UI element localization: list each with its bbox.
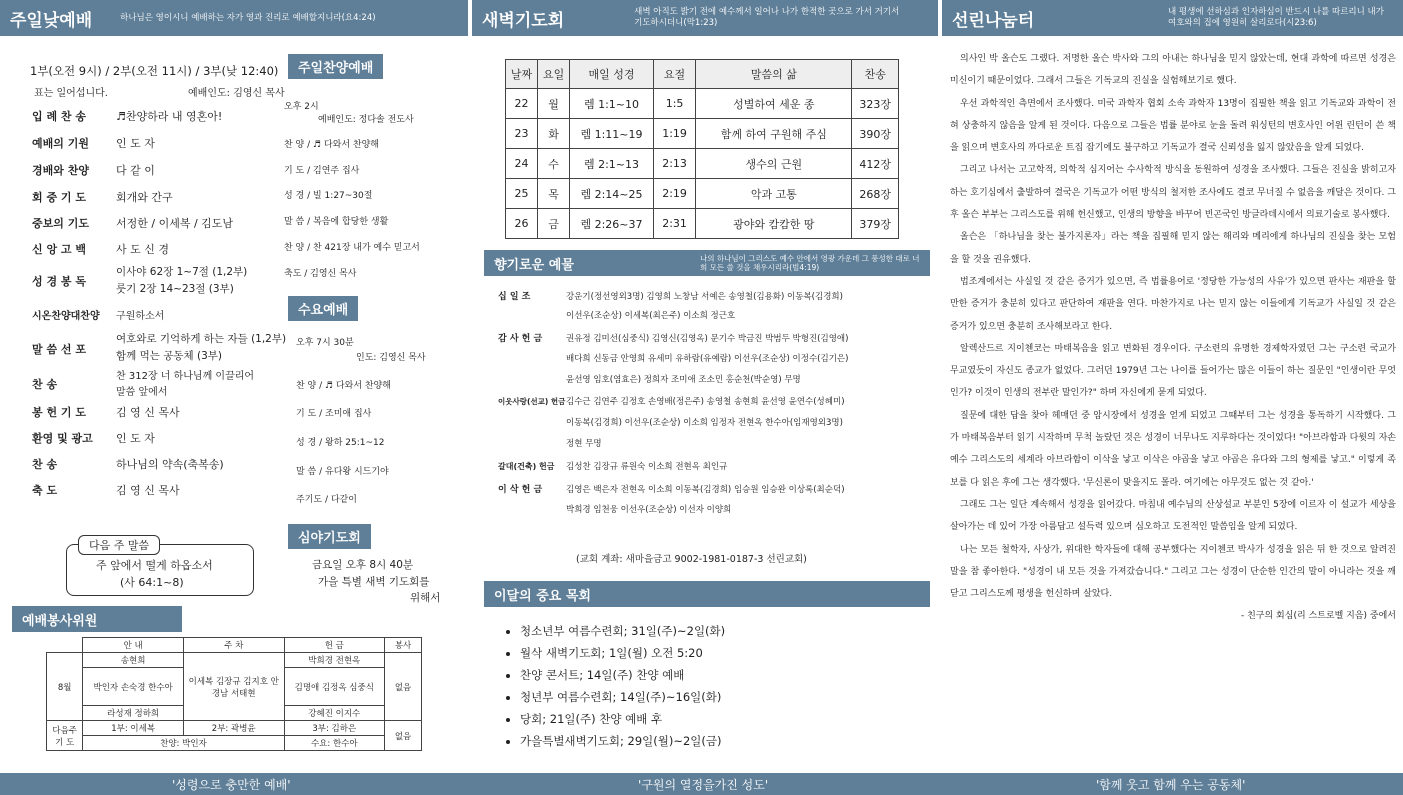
service-committee-table: 안 내 주 차 헌 금 봉사 8월 송현희 이세복 김장규 김지호 안경남 서태현 박희경 전현옥 없음 박인자 손숙경 한수아 김명애 김정옥 심중식 라성재 정하희 강혜진 이지수 다음주 기 도 1부: 이세복 2부: 곽병윤 3부: 김하은 없음 찬양: 박인자 수요: 한수아 <box>46 637 422 751</box>
praise-item: 축도 / 김영신 목사 <box>284 269 357 279</box>
left-header <box>0 0 468 36</box>
paragraph: 우선 과학적인 측면에서 조사했다. 미국 과학자 협회 소속 과학자 13명이 집필한 책을 읽고 기독교와 과학이 전혀 상충하지 않음을 알게 된 것이다. 다음으로 그들은 법률 분야로 눈을 돌려 워싱턴의 변호사인 어윈 린턴이 쓴 책을 읽으며 변호사의 까다로운 트집 잡기에도 불구하고 기독교가 결국 신뢰성을 잃지 않았음을 알게 되었다. <box>950 98 1396 154</box>
paragraph: 나는 모든 철학자, 사상가, 위대한 학자들에 대해 공부했다는 지이첸코 박사가 성경을 읽은 뒤 한 것으로 알려진 말을 참 좋아한다. "성경이 내 모든 것을 가져갔습니다." 그리고 그는 성경이 단순한 인간의 말이 아니라는 것을 깨닫고 그리스도께 평생을 헌신하며 살았다. <box>950 544 1396 600</box>
daily-bible-table: 날짜 요일 매일 성경 요절 말씀의 삶 찬송 22 월 렘 1:1~10 1:5 성별하여 세운 종 323장 23 화 렘 1:11~19 1:19 함께 하여 구원해 주심 390장 24 수 렘 2:1~13 2:13 생수의 근원 412장 25 목 렘 2:14~25 2:19 악과 고통 268장 26 금 렘 2:26~37 2:31 광야와 캄캄한 땅 379장 <box>505 59 899 239</box>
events-list <box>500 620 725 752</box>
next-week-title: 다음 주 말씀 <box>78 535 160 555</box>
order-item: 입 례 찬 송 ♬찬양하라 내 영혼아! <box>32 110 223 123</box>
article <box>950 48 1396 628</box>
paragraph: 질문에 대한 답을 찾아 헤매던 중 암시장에서 성경을 얻게 되었고 그때부터 그는 성경을 통독하기 시작했다. 그가 마태복음부터 읽기 시작하며 무척 놀랐던 것은 성경이 너무나도 지루하다는 것이었다! "아브라함과 다윗의 자손 예수 그리스도의 세계라 아브라함이 이삭을 낳고 이삭은 야곱을 낳고 야곱은 유다와 그의 형제를 낳고." 이렇게 족보를 다 읽은 후에 그는 생각했다. '무신론이 맞을지도 몰라. 여기에는 아무것도 없는 것 같아.' <box>950 410 1396 488</box>
order-item: 찬 송 하나님의 약속(축복송) <box>32 458 224 471</box>
wed-item: 성 경 / 왕하 25:1~12 <box>296 438 385 448</box>
page-title: 주일낮예배 <box>10 10 93 31</box>
bank-account: (교회 계좌: 새마을금고 9002-1981-0187-3 선린교회) <box>576 554 807 565</box>
order-item: 중보의 기도 서정한 / 이세복 / 김도남 <box>32 217 234 230</box>
service-times: 1부(오전 9시) / 2부(오전 11시) / 3부(낮 12:40) <box>30 64 279 78</box>
middle-panel: 새벽기도회 새벽 아직도 밝기 전에 예수께서 일어나 나가 한적한 곳으로 가서 거기서 기도하시더니(막1:23) 날짜 요일 매일 성경 요절 말씀의 삶 찬송 22 월 렘 1:1~10 1:5 성별하여 세운 종 323장 23 화 렘 1:11~19 1:19 함께 하여 구원해 주심 390장 24 수 렘 2:1~13 2:13 생수의 근원 412장 25 목 렘 2:14~25 2:19 악과 고통 268장 26 금 렘 2:26~37 2:31 광야와 캄캄한 땅 379장 향기로운 예물 나의 하나님이 그리스도 예수 안에서 영광 가운데 그 풍성한 대로 너희 모든 쓸 것을 채우시리라(빌4:19) 십 일 조 강운기(정선영외3명) 김영희 노창남 서예은 송영철(김용화) 이동복(김경희) 이선우(조순상) 이세복(최은주) 이소희 정근호 감 사 헌 금 권유정 김미선(심중식) 김영신(김영옥) 문기수 박금진 박범두 박형진(김영애) 배다희 신동금 안영희 유세미 유하람(유예람) 이선우(조순상) 이정수(김기은) 윤선영 임호(염효은) 정희자 조미애 조소민 홍순천(박순영) 무명 이웃사랑(선교) 헌금김수근 김연주 김정호 손영배(정은주) 송영철 송현희 윤선영 윤연수(성혜미) 이동복(김경희) 이선우(조순상) 이소희 임정자 전현옥 한수아(임재영외3명) 정현 무명 갈대(건축) 헌금 김성찬 김장규 류원숙 이소희 전현옥 최인규 이 삭 헌 금 김영은 백은자 전현옥 이소희 이동복(김경희) 임승원 임승완 이상록(최순덕) 박희경 임천웅 이선우(조순상) 이선자 이양희 (교회 계좌: 새마을금고 9002-1981-0187-3 선린교회) 이달의 중요 목회 • 청소년부 여름수련회; 31일(주)~2일(화) • 월삭 새벽기도회; 1일(월) 오전 5:20 • 찬양 콘서트; 14일(주) 찬양 예배 • 청년부 여름수련회; 14일(주)~16일(화) • 당회; 21일(주) 찬양 예배 후 • 가을특별새벽기도회; 29일(월)~2일(금) <box>472 0 938 772</box>
right-panel <box>942 0 1403 772</box>
list-item: • 월삭 새벽기도회; 1일(월) 오전 5:20 <box>520 642 725 664</box>
footer-motto: '함께 웃고 함께 우는 공동체' <box>1096 778 1246 792</box>
praise-item: 성 경 / 빌 1:27~30절 <box>284 191 373 201</box>
paragraph: 알렉산드르 지이첸코는 마태복음을 읽고 변화된 경우이다. 구소련의 유명한 경제학자였던 그는 구소련 국교가 무교였듯이 자신도 종교가 없었다. 그러던 1979년 그는 나이를 들어가는 많은 이들이 하는 질문인 "인생이란 무엇인가? 이것이 인생의 전부란 말인가?" 하며 자신에게 묻게 되었다. <box>950 343 1396 399</box>
header-verse: 하나님은 영이시니 예배하는 자가 영과 진리로 예배할지니라(요4:24) <box>120 12 376 23</box>
dawn-prayer-header: 새벽기도회 새벽 아직도 밝기 전에 예수께서 일어나 나가 한적한 곳으로 가서 거기서 기도하시더니(막1:23) <box>472 0 938 36</box>
wed-item: 주기도 / 다같이 <box>296 495 357 505</box>
order-item: 찬 송 <box>32 378 58 391</box>
praise-item: 찬 양 / ♬ 다와서 찬양해 <box>284 140 379 150</box>
service-committee-header: 예배봉사위원 <box>12 606 182 632</box>
praise-item: 기 도 / 김연주 집사 <box>284 166 360 176</box>
wed-item: 기 도 / 조미애 집사 <box>296 409 372 419</box>
left-panel: 주일낮예배 하나님은 영이시니 예배하는 자가 영과 진리로 예배할지니라(요4:24) 1부(오전 9시) / 2부(오전 11시) / 3부(낮 12:40) 표는 일어섭니다. 예배인도: 김영신 목사 입 례 찬 송 ♬찬양하라 내 영혼아! 예배의 기원 인 도 자 경배와 찬양 다 같 이 회 중 기 도 회개와 간구 중보의 기도 서정한 / 이세복 / 김도남 신 앙 고 백 사 도 신 경 성 경 봉 독 이사야 62장 1~7절 (1,2부) 룻기 2장 14~23절 (3부) 시온찬양대찬양 구원하소서 말 씀 선 포 여호와로 기억하게 하는 자들 (1,2부) 함께 먹는 공동체 (3부) 찬 송 찬 312장 너 하나님께 이끌리어 말씀 앞에서 봉 헌 기 도 김 영 신 목사 환영 및 광고 인 도 자 찬 송 하나님의 약속(축복송) 축 도 김 영 신 목사 주일찬양예배 오후 2시 예배인도: 정다솔 전도사 찬 양 / ♬ 다와서 찬양해 기 도 / 김연주 집사 성 경 / 빌 1:27~30절 말 씀 / 복음에 합당한 생활 찬 양 / 찬 421장 내가 예수 믿고서 축도 / 김영신 목사 수요예배 오후 7시 30분 인도: 김영신 목사 찬 양 / ♬ 다와서 찬양해 기 도 / 조미애 집사 성 경 / 왕하 25:1~12 말 씀 / 유다왕 시드기야 주기도 / 다같이 심야기도회 금요일 오후 8시 40분 가을 특별 새벽 기도회를 위해서 다음 주 말씀 주 앞에서 떨게 하옵소서 (사 64:1~8) 예배봉사위원 안 내 주 차 헌 금 봉사 8월 송현희 이세복 김장규 김지호 안경남 서태현 박희경 전현옥 없음 박인자 손숙경 한수아 김명애 김정옥 심중식 라성재 정하희 강혜진 이지수 다음주 기 도 1부: 이세복 2부: 곽병윤 3부: 김하은 없음 찬양: 박인자 수요: 한수아 <box>0 0 468 772</box>
order-item: 축 도 김 영 신 목사 <box>32 484 180 497</box>
list-item: • 당회; 21일(주) 찬양 예배 후 <box>520 708 725 730</box>
offering-header: 향기로운 예물 나의 하나님이 그리스도 예수 안에서 영광 가운데 그 풍성한 대로 너희 모든 쓸 것을 채우시리라(빌4:19) <box>484 250 930 276</box>
paragraph: 그리고 나서는 고고학적, 의학적 심지어는 수사학적 방식을 동원하여 성경을 조사했다. 그들은 진실을 밝히고자 하는 호기심에서 출발하여 결국은 기독교가 어떤 방식의 철저한 조사에도 결코 무너질 수 없음을 깨달은 것이다. 그 후 올슨 부부는 그리스도를 위해 헌신했고, 인생의 방향을 바꾸어 빈곤국인 방글라데시에서 의료기술로 봉사했다. <box>950 165 1396 221</box>
wednesday-service-title: 수요예배 <box>288 296 358 321</box>
footer-motto: '구원의 열정을가진 성도' <box>638 778 769 792</box>
table-row: 26 금 렘 2:26~37 2:31 광야와 캄캄한 땅 379장 <box>506 209 899 239</box>
paragraph: 올슨은 「하나님을 찾는 불가지론자」라는 책을 집필해 믿지 않는 해리와 메리에게 하나님의 진실을 찾는 모험을 할 것을 권유했다. <box>950 232 1396 265</box>
table-row: 24 수 렘 2:1~13 2:13 생수의 근원 412장 <box>506 149 899 179</box>
table-row: 25 목 렘 2:14~25 2:19 악과 고통 268장 <box>506 179 899 209</box>
list-item: • 가을특별새벽기도회; 29일(월)~2일(금) <box>520 730 725 752</box>
events-header: 이달의 중요 목회 <box>484 581 930 607</box>
praise-service-title: 주일찬양예배 <box>288 54 383 79</box>
article-source: - 친구의 회심(리 스트로벨 지음) 중에서 <box>1241 611 1396 622</box>
order-item: 환영 및 광고 인 도 자 <box>32 432 155 445</box>
wed-item: 말 씀 / 유다왕 시드기야 <box>296 467 389 477</box>
list-item: • 찬양 콘서트; 14일(주) 찬양 예배 <box>520 664 725 686</box>
praise-item: 말 씀 / 복음에 합당한 생활 <box>284 217 389 227</box>
table-row: 23 화 렘 1:11~19 1:19 함께 하여 구원해 주심 390장 <box>506 119 899 149</box>
order-item: 봉 헌 기 도 김 영 신 목사 <box>32 406 180 419</box>
stand-note: 표는 일어섭니다. <box>34 88 108 99</box>
wed-item: 찬 양 / ♬ 다와서 찬양해 <box>296 381 391 391</box>
footer <box>0 773 1403 795</box>
paragraph: 의사인 박 올슨도 그랬다. 저명한 올슨 박사와 그의 아내는 하나님을 믿지 않았는데, 현대 과학에 따르면 성경은 미신이기 때문이었다. 그래서 그들은 기독교의 진실을 실험해보기로 했다. <box>950 54 1396 87</box>
paragraph: 그래도 그는 일단 계속해서 성경을 읽어갔다. 마침내 예수님의 산상설교 부분인 5장에 이르자 이 설교가 세상을 살아가는 데 있어 가장 아름답고 설득력 있으며 심오하고 도전적인 말씀임을 알게 되었다. <box>950 499 1396 533</box>
night-prayer-title: 심야기도회 <box>288 524 371 549</box>
order-item: 성 경 봉 독 <box>32 275 86 288</box>
order-item: 경배와 찬양 다 같 이 <box>32 164 155 177</box>
footer-motto: '성령으로 충만한 예배' <box>172 778 291 792</box>
order-item: 신 앙 고 백 사 도 신 경 <box>32 243 169 256</box>
order-item: 말 씀 선 포 <box>32 343 86 356</box>
order-item: 회 중 기 도 회개와 간구 <box>32 191 173 204</box>
sharing-header: 선린나눔터 내 평생에 선하심과 인자하심이 반드시 나를 따르리니 내가 여호와의 집에 영원히 살리로다(시23:6) <box>942 0 1403 36</box>
paragraph: 법조계에서는 사실일 것 같은 증거가 있으면, 즉 법률용어로 '정당한 가능성의 사유'가 있으면 판사는 재판을 할 만한 증거가 충분히 있다고 판단하여 재판을 연다. 마찬가지로 나는 믿지 않는 이들에게 기독교가 사실일 것 같은 증거가 있으면 충분히 조사해보라고 한다. <box>950 276 1396 332</box>
praise-item: 찬 양 / 찬 421장 내가 예수 믿고서 <box>284 243 420 253</box>
order-item: 시온찬양대찬양 구원하소서 <box>32 311 165 322</box>
table-row: 22 월 렘 1:1~10 1:5 성별하여 세운 종 323장 <box>506 89 899 119</box>
worship-leader: 예배인도: 김영신 목사 <box>188 88 285 99</box>
list-item: • 청소년부 여름수련회; 31일(주)~2일(화) <box>520 620 725 642</box>
list-item: • 청년부 여름수련회; 14일(주)~16일(화) <box>520 686 725 708</box>
order-item: 예배의 기원 인 도 자 <box>32 137 155 150</box>
